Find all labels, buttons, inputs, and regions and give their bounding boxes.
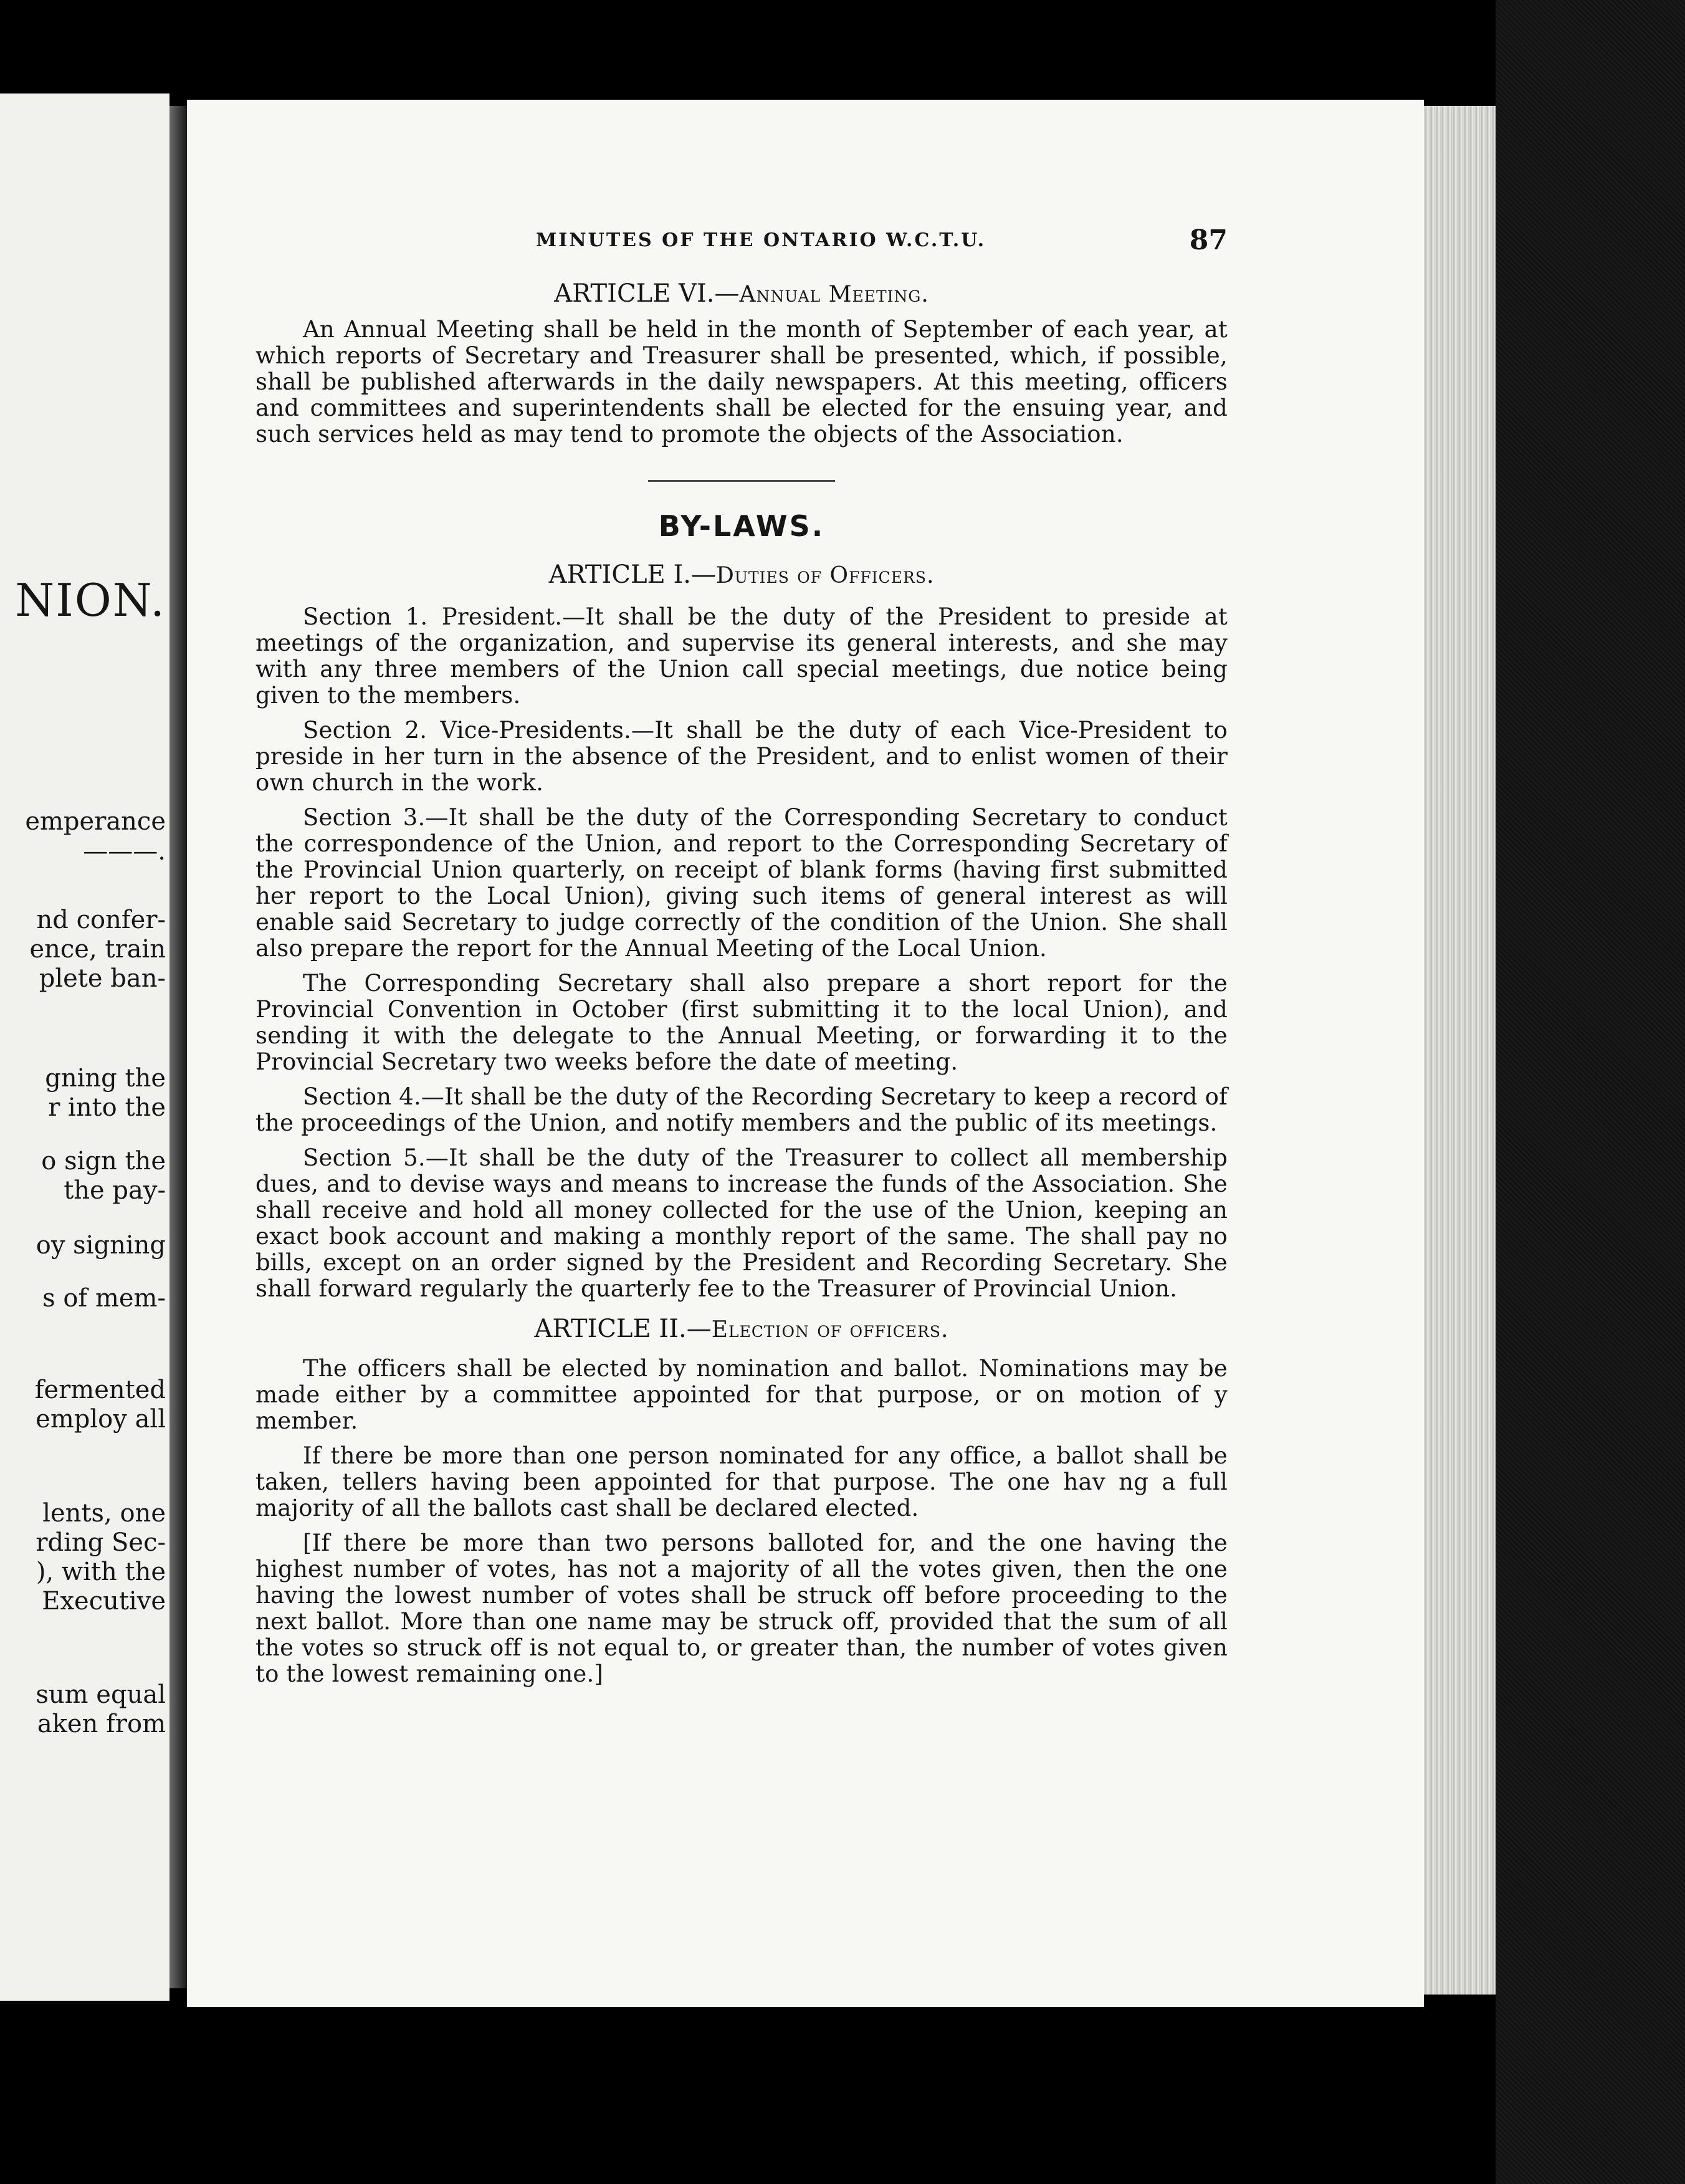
left-page-line: sum equal [36,1680,166,1709]
left-page-line: emperance [25,807,166,836]
left-page-line: employ all [36,1405,166,1434]
left-page-line: o sign the [41,1147,166,1176]
section-1-paragraph: Section 1. President.—It shall be the duty of the President to preside at meetings of the organization, and supervise its general interests, and she may with any three members of the Union call special meetings, due notice being given to the members. [255,603,1228,709]
section-divider [648,480,835,482]
left-page-line: oy signing [36,1231,166,1260]
left-page-line: r into the [48,1093,166,1122]
article-ii-title: Election of officers. [711,1317,949,1343]
left-page-line: ———. [83,837,166,866]
left-page-line: ence, train [29,935,166,964]
election-paragraph: The officers shall be elected by nomination and ballot. Nominations may be made either by a committee appointed for that purpose, or on motion of y member. [255,1355,1228,1434]
book-binding [1496,0,1685,2184]
article-ii-heading [255,1315,1228,1343]
section-3-continued-paragraph: The Corresponding Secretary shall also prepare a short report for the Provincial Convention in October (first submitting it to the local Union), and sending it with the delegate to the Annual Meeting, or forwarding it to the Provincial Secretary two weeks before the date of meeting. [255,970,1228,1075]
article-vi-heading [255,279,1228,308]
article-i-heading [255,560,1228,589]
left-page-line: gning the [45,1064,166,1093]
article-i-number: ARTICLE I.— [548,560,716,589]
section-2-paragraph: Section 2. Vice-Presidents.—It shall be the duty of each Vice-President to preside in her turn in the absence of the President, and to enlist women of their own church in the work. [255,717,1228,796]
ballot-paragraph: If there be more than one person nominated for any office, a ballot shall be taken, tellers having been appointed for that purpose. The one hav ng a full majority of all the ballots cast shall be declared elected. [255,1442,1228,1521]
article-ii-number: ARTICLE II.— [534,1315,712,1343]
article-vi-number: ARTICLE VI.— [554,279,740,308]
section-3-paragraph: Section 3.—It shall be the duty of the Corresponding Secretary to conduct the correspondence of the Union, and report to the Corresponding Secretary of the Provincial Union quarterly, on receipt of blank forms (having first submitted her report to the Local Union), giving such items of general interest as will enable said Secretary to judge correctly of the condition of the Union. She shall also prepare the report for the Annual Meeting of the Local Union. [255,804,1228,962]
book-gutter [169,106,187,1988]
page-edges [1424,106,1496,1995]
left-page-line: lents, one [42,1499,166,1528]
left-page-line: rding Sec- [36,1528,166,1557]
left-page-line: ), with the [36,1558,166,1586]
left-page-line: plete ban- [39,964,166,993]
left-page-line: aken from [37,1710,166,1738]
section-5-paragraph: Section 5.—It shall be the duty of the Treasurer to collect all membership dues, and to devise ways and means to increase the funds of the Association. She shall receive and hold all money collected for the use of the Union, keeping an exact book account and making a monthly report of the same. The shall pay no bills, except on an order signed by the President and Recording Secretary. She shall forward regularly the quarterly fee to the Treasurer of Provincial Union. [255,1144,1228,1302]
left-page-line: the pay- [64,1176,166,1205]
running-title: MINUTES OF THE ONTARIO W.C.T.U. [536,229,986,251]
article-vi-text: An Annual Meeting shall be held in the month of September of each year, at which reports of Secretary and Treasurer shall be presented, which, if possible, shall be published afterwards in the daily newspapers. At this meeting, officers and committees and superintendents shall be elected for the ensuing year, and such services held as may tend to promote the objects of the Association. [255,316,1228,448]
section-4-paragraph: Section 4.—It shall be the duty of the Recording Secretary to keep a record of the proceedings of the Union, and notify members and the public of its meetings. [255,1083,1228,1136]
left-page-line: Executive [42,1587,166,1616]
left-page-line: nd confer- [36,906,166,934]
running-head [255,224,1228,268]
page-number: 87 [1189,224,1228,256]
left-page-line: fermented [34,1376,166,1404]
page-content [255,224,1228,1687]
article-i-title: Duties of Officers. [715,563,935,588]
left-page-heading: NION. [15,574,166,626]
runoff-paragraph: [If there be more than two persons balloted for, and the one having the highest number of votes, has not a majority of all the votes given, then the one having the lowest number of votes shall be struck off before proceeding to the next ballot. More than one name may be struck off, provided that the sum of all the votes so struck off is not equal to, or greater than, the number of votes given to the lowest remaining one.] [255,1530,1228,1687]
article-vi-title: Annual Meeting. [739,282,929,307]
left-page-line: s of mem- [42,1284,166,1313]
bylaws-title: BY-LAWS. [658,509,825,543]
left-page-fragment [0,93,169,2001]
